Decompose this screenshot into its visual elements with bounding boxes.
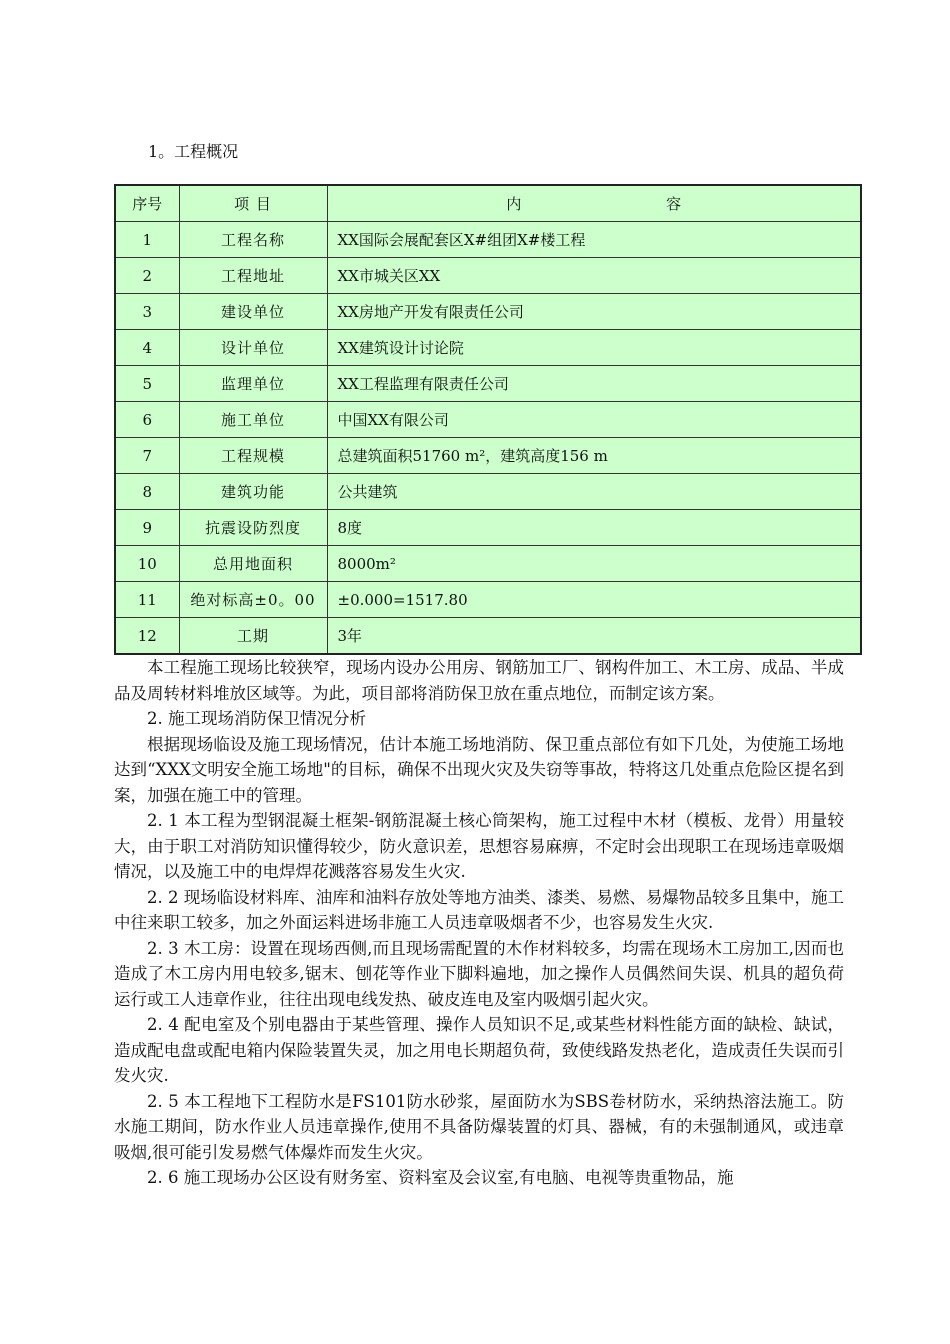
row-content: 总建筑面积51760 m²，建筑高度156 m [327,438,861,474]
row-content: 8度 [327,510,861,546]
row-content: XX房地产开发有限责任公司 [327,294,861,330]
row-content: 公共建筑 [327,474,861,510]
paragraph: 2. 4 配电室及个别电器由于某些管理、操作人员知识不足,或某些材料性能方面的缺检、缺试，造成配电盘或配电箱内保险装置失灵，加之用电长期超负荷，致使线路发热老化，造成责任失误而引发火灾. [114,1015,844,1085]
table-row [115,222,861,258]
header-no: 序号 [115,185,179,222]
header-content: 内 容 [327,185,861,222]
row-content: ±0.000=1517.80 [327,582,861,618]
row-item: 监理单位 [179,366,327,402]
table-row [115,510,861,546]
table-header-row [115,185,861,222]
table-row [115,582,861,618]
row-no: 3 [115,294,179,330]
table-row [115,366,861,402]
table-row [115,402,861,438]
row-no: 1 [115,222,179,258]
row-item: 建筑功能 [179,474,327,510]
row-no: 11 [115,582,179,618]
row-no: 4 [115,330,179,366]
row-item: 工程规模 [179,438,327,474]
table-row [115,438,861,474]
table-row [115,330,861,366]
paragraph: 2. 施工现场消防保卫情况分析 [147,709,366,728]
row-item: 绝对标高±0。00 [179,582,327,618]
row-no: 6 [115,402,179,438]
body-text [114,655,844,1191]
row-content: 中国XX有限公司 [327,402,861,438]
paragraph: 2. 3 木工房：设置在现场西侧,而且现场需配置的木作材料较多，均需在现场木工房加工,因而也造成了木工房内用电较多,锯末、刨花等作业下脚料遍地，加之操作人员偶然间失误、机具的超负荷运行或工人违章作业，往往出现电线发热、破皮连电及室内吸烟引起火灾。 [114,938,844,1009]
row-content: XX国际会展配套区X#组团X#楼工程 [327,222,861,258]
table-row [115,546,861,582]
row-no: 2 [115,258,179,294]
row-item: 工程地址 [179,258,327,294]
table-row [115,618,861,655]
row-item: 抗震设防烈度 [179,510,327,546]
row-content: XX市城关区XX [327,258,861,294]
row-item: 工程名称 [179,222,327,258]
project-overview-table [114,184,862,655]
row-content: 8000m² [327,546,861,582]
table-row [115,474,861,510]
header-item: 项 目 [179,185,327,222]
table-row [115,258,861,294]
paragraph: 2. 1 本工程为型钢混凝土框架-钢筋混凝土核心筒架构，施工过程中木材（模板、龙骨）用量较大，由于职工对消防知识懂得较少，防火意识差，思想容易麻痹，不定时会出现职工在现场违章吸烟情况，以及施工中的电焊焊花溅落容易发生火灾. [114,811,844,881]
row-content: XX建筑设计讨论院 [327,330,861,366]
section-title: 1。工程概况 [148,142,239,161]
paragraph: 2. 6 施工现场办公区设有财务室、资料室及会议室,有电脑、电视等贵重物品，施 [147,1168,734,1187]
row-no: 12 [115,618,179,655]
row-no: 8 [115,474,179,510]
paragraph: 2. 2 现场临设材料库、油库和油料存放处等地方油类、漆类、易燃、易爆物品较多且集中，施工中往来职工较多，加之外面运料进场非施工人员违章吸烟者不少，也容易发生火灾. [114,887,844,932]
row-item: 建设单位 [179,294,327,330]
row-no: 5 [115,366,179,402]
paragraph: 本工程施工现场比较狭窄，现场内设办公用房、钢筋加工厂、钢构件加工、木工房、成品、半成品及周转材料堆放区域等。为此，项目部将消防保卫放在重点地位，而制定该方案。 [114,658,844,703]
row-content: XX工程监理有限责任公司 [327,366,861,402]
paragraph: 根据现场临设及施工现场情况，估计本施工场地消防、保卫重点部位有如下几处，为使施工场地达到“XXX文明安全施工场地"的目标，确保不出现火灾及失窃等事故，特将这几处重点危险区提名到案，加强在施工中的管理。 [114,734,844,805]
table-row [115,294,861,330]
row-content: 3年 [327,618,861,655]
row-item: 施工单位 [179,402,327,438]
row-no: 9 [115,510,179,546]
row-item: 工期 [179,618,327,655]
paragraph: 2. 5 本工程地下工程防水是FS101防水砂浆，屋面防水为SBS卷材防水，采纳热溶法施工。防水施工期间，防水作业人员违章操作,使用不具备防爆装置的灯具、器械，有的未强制通风，或违章吸烟,很可能引发易燃气体爆炸而发生火灾。 [114,1091,844,1162]
row-no: 7 [115,438,179,474]
row-no: 10 [115,546,179,582]
row-item: 总用地面积 [179,546,327,582]
row-item: 设计单位 [179,330,327,366]
